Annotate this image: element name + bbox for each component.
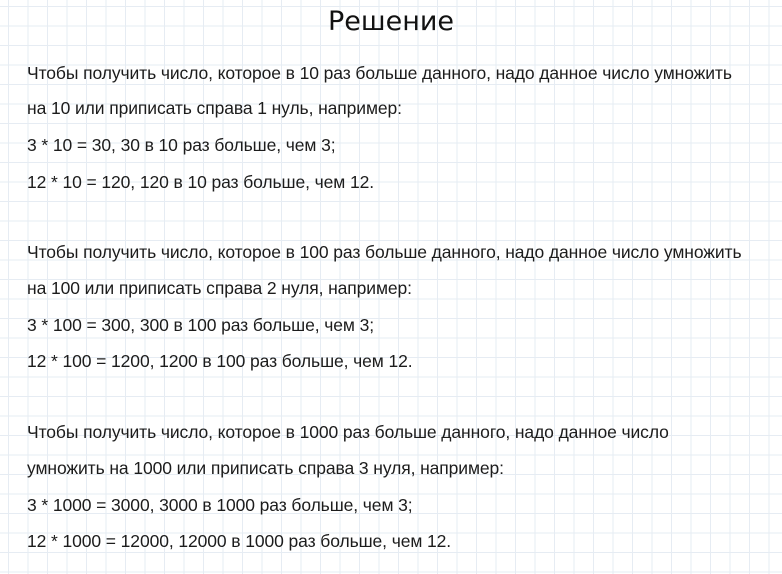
block-1-line-2: на 10 или приписать справа 1 нуль, например: [27,98,402,118]
block-3-example-2: 12 * 1000 = 12000, 12000 в 1000 раз больше, чем 12. [27,531,452,551]
block-3-example-1: 3 * 1000 = 3000, 3000 в 1000 раз больше, чем 3; [27,495,413,515]
block-2-line-2: на 100 или приписать справа 2 нуля, например: [27,278,412,298]
block-3-line-2: умножить на 1000 или приписать справа 3 нуля, например: [27,458,504,478]
block-2-line-1: Чтобы получить число, которое в 100 раз больше данного, надо данное число умножить [27,242,742,262]
block-1-line-1: Чтобы получить число, которое в 10 раз больше данного, надо данное число умножить [27,63,732,83]
block-1-example-2: 12 * 10 = 120, 120 в 10 раз больше, чем 12. [27,172,374,192]
block-1-example-1: 3 * 10 = 30, 30 в 10 раз больше, чем 3; [27,135,336,155]
block-2-example-1: 3 * 100 = 300, 300 в 100 раз больше, чем 3; [27,315,374,335]
block-3-line-1: Чтобы получить число, которое в 1000 раз больше данного, надо данное число [27,422,669,442]
page-title: Решение [327,6,455,37]
block-2-example-2: 12 * 100 = 1200, 1200 в 100 раз больше, чем 12. [27,351,413,371]
